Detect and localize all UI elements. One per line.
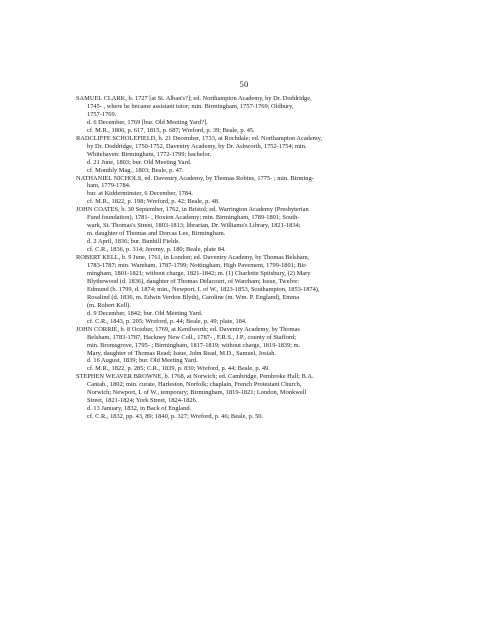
entry-text-line: ham, 1779-1784. [87, 182, 131, 190]
entry-heading-line: RADCLIFFE SCHOLEFIELD, b. 21 December, 1733, at Rochdale; ed. Northampton Academy, [76, 134, 323, 142]
entry-text-line: 1757-1769. [87, 110, 117, 118]
entry-text-line: Belsham, 1783-1787, Hackney New Coll., 1787- , F.R.S., J.P., county of Stafford; [87, 333, 297, 341]
entry-text-line: mingham, 1801-1821; without charge, 1821-1842; m. (1) Charlotte Spitsbury, (2) Mary [87, 269, 311, 277]
entry-text-line: Cantab., 1802; min. curate, Harleston, Norfolk; chaplain, French Protestant Church, [87, 381, 302, 389]
entry-text-line: d. 13 January, 1832, in Back of England. [87, 405, 192, 413]
entry-text-line: Edmund (b. 1799, d. 1874; min., Newport, I. of W., 1823-1853, Southampton, 1853-1874), [87, 285, 320, 293]
page-number: 50 [239, 79, 249, 89]
entry-heading-line: JOHN CORRIE, b. 8 October, 1769, at Kenilworth; ed. Daventry Academy, by Thomas [76, 325, 300, 333]
entry-reference-line: cf. C.R., 1843, p. 205; Wreford, p. 44; Beale, p. 49; plate, 184. [87, 317, 247, 325]
entry-text-line: d. 21 June, 1803; bur. Old Meeting Yard. [87, 158, 192, 166]
entry-text-line: wark, St. Thomas's Street, 1803-1813; librarian, Dr. Williams's Library, 1821-1834; [87, 222, 301, 230]
entry-text-line: 1783-1787; min. Wareham, 1787-1799; Nottingham, High Pavement, 1799-1801; Bir- [87, 262, 308, 270]
entry-text-line: d. 9 December, 1842; bur. Old Meeting Yard. [87, 309, 203, 317]
entry-heading-line: STEPHEN WEAVER BROWNE, b. 1768, at Norwich; ed. Cambridge, Pembroke Hall; B.A. [76, 373, 314, 381]
entry-heading-line: SAMUEL CLARK, b. 1727 [at St. Alban's?]; ed. Northampton Academy, by Dr. Doddridge, [76, 95, 312, 102]
entry-text-line: d. 6 December, 1769 [bur. Old Meeting Yard?]. [87, 118, 208, 126]
entry-reference-line: cf. M.R., 1822, p. 285; C.R., 1839, p. 830; Wreford, p. 44; Beale, p. 49. [87, 365, 270, 373]
entry-reference-line: cf. C.R., 1832, pp. 43, 89; 1840, p. 327; Wreford, p. 46; Beale, p. 50. [87, 413, 264, 421]
entry-reference-line: cf. C.R., 1836, p. 314; Jeremy, p. 180; Beale, plate 84. [87, 246, 226, 254]
entry [76, 95, 426, 135]
entry-text-line: Whitehaven: Birmingham, 1772-1799; bachelor. [87, 150, 212, 158]
entry-text-line: by Dr. Doddridge, 1750-1752, Daventry Academy, by Dr. Ashworth, 1752-1754; min. [87, 142, 307, 150]
entry-text-line: Street, 1821-1824; York Street, 1824-1826. [87, 397, 198, 405]
entry-text-line: Mary, daughter of Thomas Read; Issue, John Read, M.D., Samuel, Josiah. [87, 349, 277, 357]
entry-heading-line: JOHN COATES, b. 30 September, 1762, in Bristol; ed. Warrington Academy (Presbyterian [76, 206, 309, 214]
entry-heading-line: NATHANIEL NICHOLS, ed. Daventry Academy, by Thomas Robins, 1775- ; min. Birming- [76, 174, 314, 182]
entry [76, 373, 426, 421]
entry-reference-line: cf. M.R., 1822, p. 198; Wreford, p. 42; Beale, p. 48. [87, 198, 220, 206]
entry-text-line: Rosalind (d. 1836, m. Edwin Verdon Blyth), Caroline (m. Wm. P. England), Emma [87, 293, 300, 301]
entry [76, 326, 426, 374]
entry [76, 135, 426, 175]
entry [76, 175, 426, 207]
entry-text-line: d. 2 April, 1836; bur. Bunhill Fields. [87, 238, 181, 246]
entry-text-line: (m. Robert Kell). [87, 301, 132, 309]
entry-text-line: Blythewood (d. 1836), daughter of Thomas Delacourt, of Wareham; Issue, Twelve: [87, 277, 300, 285]
entry-text-line: Norwich; Newport, I. of W., temporary; Birmingham, 1819-1821; London, Monkwell [87, 389, 307, 397]
biographical-entries [76, 95, 426, 421]
entry-text-line: bur. at Kidderminster, 6 December, 1784. [87, 190, 193, 198]
entry-heading-line: ROBERT KELL, b. 9 June, 1761, in London; ed. Daventry Academy, by Thomas Belsham, [76, 254, 310, 262]
entry-text-line: Fund foundation), 1781- , Hoxton Academy; min. Birmingham, 1789-1801; South- [87, 214, 300, 222]
entry-text-line: 1745- , where he became assistant tutor; min. Birmingham, 1757-1769; Oldbury, [87, 102, 294, 110]
entry [76, 206, 426, 254]
entry-text-line: d. 16 August, 1839; bur. Old Meeting Yard. [87, 357, 198, 365]
entry [76, 254, 426, 326]
entry-text-line: min. Bromsgrove, 1795- ; Birmingham, 1817-1819; without charge, 1819-1839; m. [87, 341, 301, 349]
entry-reference-line: cf. M.R., 1806, p. 617, 1815, p. 687; Wreford, p. 39; Beale, p. 45. [87, 126, 255, 134]
entry-text-line: m. daughter of Thomas and Dorcas Lee, Birmingham. [87, 230, 226, 238]
entry-reference-line: cf. Monthly Mag., 1803; Beale, p. 47. [87, 166, 184, 174]
